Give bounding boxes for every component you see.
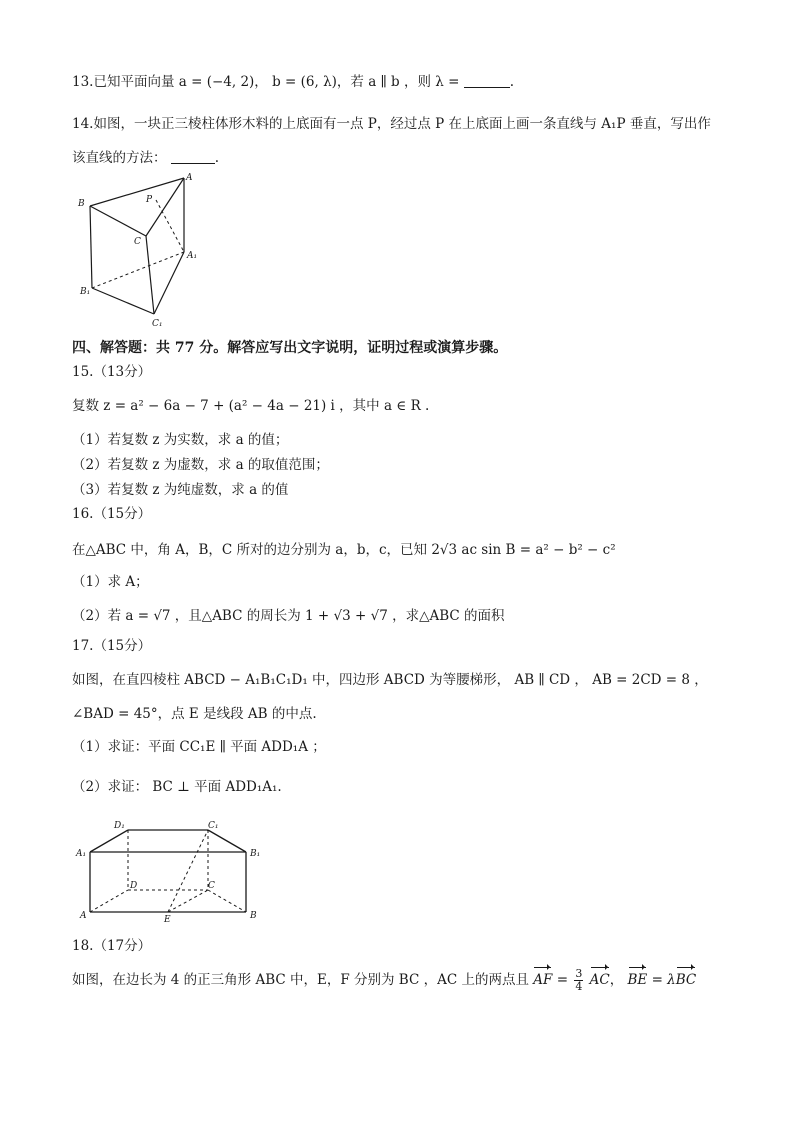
q15-stem: 复数 z = a² − 6a − 7 + (a² − 4a − 21) i ，其中 a ∈ R . (72, 398, 430, 414)
section4-heading: 四、解答题：共 77 分。解答应写出文字说明，证明过程或演算步骤。 (72, 340, 508, 356)
label-A: A (80, 911, 87, 921)
q18-eq: = (556, 972, 569, 988)
label-C: C (134, 237, 141, 247)
label-P: P (146, 195, 153, 205)
q14-line1: 14.如图，一块正三棱柱体形木料的上底面有一点 P，经过点 P 在上底面上画一条直线与 A₁P 垂直，写出作 (72, 116, 711, 132)
q16-part1: （1）求 A； (72, 574, 149, 590)
q17-part2: （2）求证： BC ⊥ 平面 ADD₁A₁. (72, 779, 282, 795)
edge-C1B1 (208, 830, 246, 852)
label-A1: A₁ (187, 251, 198, 261)
edge-C1A1 (154, 252, 184, 314)
label-B1: B₁ (250, 849, 261, 859)
fraction-denominator: 4 (575, 980, 583, 993)
edge-B1C1 (92, 288, 154, 314)
q18-stem (72, 968, 696, 993)
segment-EC (168, 890, 208, 912)
edge-BB1 (90, 206, 92, 288)
label-C1: C₁ (152, 319, 163, 329)
fraction-3-4 (574, 968, 583, 993)
q16-part2: （2）若 a = √7 ，且△ABC 的周长为 1 + √3 + √7 ，求△ABC 的面积 (72, 608, 505, 624)
q13-answer-blank (464, 73, 510, 88)
q16-stem: 在△ABC 中，角 A，B，C 所对的边分别为 a，b，c，已知 2√3 ac sin B = a² − b² − c² (72, 542, 616, 558)
q13-line: 13.已知平面向量 a = (−4, 2)， b = (6, λ)，若 a ∥ b ，则 λ = . (72, 74, 515, 90)
q18-stem-prefix: 如图，在边长为 4 的正三角形 ABC 中，E，F 分别为 BC ，AC 上的两点且 (72, 972, 529, 988)
label-E: E (164, 915, 171, 924)
label-D: D (130, 881, 138, 891)
q18-eq-lambda: = λ (651, 972, 676, 988)
q14-line2-text: 该直线的方法： (72, 150, 167, 166)
label-B: B (250, 911, 257, 921)
label-B: B (78, 199, 85, 209)
label-A: A (186, 173, 193, 183)
edge-B1A1-hidden (92, 252, 184, 288)
label-C: C (208, 881, 215, 891)
q17-stem1: 如图，在直四棱柱 ABCD − A₁B₁C₁D₁ 中，四边形 ABCD 为等腰梯形， AB ∥ CD ， AB = 2CD = 8 ， (72, 672, 708, 688)
q15-part2: （2）若复数 z 为虚数，求 a 的取值范围； (72, 457, 329, 473)
q15-header: 15.（13分） (72, 364, 152, 380)
q17-prism-figure (74, 818, 270, 924)
q14-prism-figure (76, 172, 200, 332)
segment-PA1 (156, 200, 184, 252)
edge-AD-hidden (90, 890, 128, 912)
q15-part3: （3）若复数 z 为纯虚数，求 a 的值 (72, 482, 289, 498)
fraction-numerator: 3 (575, 967, 583, 980)
label-D1: D₁ (114, 821, 125, 831)
q14-line2: 该直线的方法： . (72, 150, 220, 166)
q13-text: 13.已知平面向量 a = (−4, 2)， b = (6, λ)，若 a ∥ b ，则 λ = (72, 74, 460, 90)
edge-BA (90, 178, 184, 206)
q18-header: 18.（17分） (72, 938, 152, 954)
label-B1: B₁ (80, 287, 91, 297)
q17-header: 17.（15分） (72, 638, 152, 654)
vector-BC: BC (675, 972, 697, 988)
vector-AF: AF (533, 972, 553, 988)
q14-answer-blank (171, 149, 215, 164)
q16-header: 16.（15分） (72, 506, 152, 522)
q18-comma: ， (609, 972, 624, 988)
vector-AC: AC (589, 972, 610, 988)
edge-CB-hidden (208, 890, 246, 912)
label-A1: A₁ (76, 849, 87, 859)
edge-BC (90, 206, 146, 236)
q17-stem2: ∠BAD = 45°，点 E 是线段 AB 的中点. (72, 706, 317, 722)
edge-CC1 (146, 236, 154, 314)
edge-CA (146, 178, 184, 236)
segment-EC1 (168, 830, 208, 912)
q15-part1: （1）若复数 z 为实数，求 a 的值； (72, 432, 289, 448)
edge-A1D1 (90, 830, 128, 852)
vector-BE: BE (627, 972, 648, 988)
label-C1: C₁ (208, 821, 219, 831)
q17-part1: （1）求证：平面 CC₁E ∥ 平面 ADD₁A ； (72, 739, 326, 755)
